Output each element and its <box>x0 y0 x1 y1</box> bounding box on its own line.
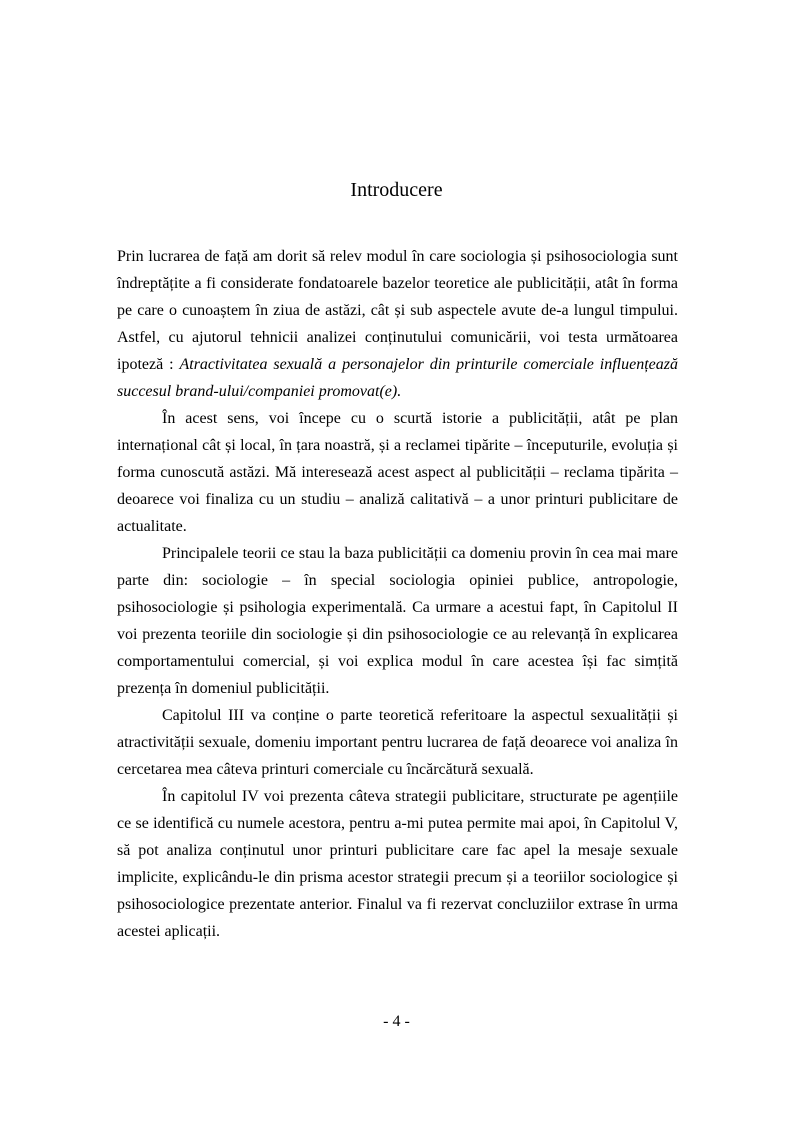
paragraph-chapter-three: Capitolul III va conține o parte teoretică referitoare la aspectul sexualității și atractivității sexuale, domeniu important pentru lucrarea de față deoarece voi analiza în cercetarea mea câteva printuri comerciale cu încărcătură sexuală. <box>117 707 678 778</box>
page-number: - 4 - <box>383 1013 410 1030</box>
body-text <box>117 243 678 945</box>
paragraph-intro <box>117 243 678 405</box>
page-title: Introducere <box>350 179 443 201</box>
paragraph-chapter-four: În capitolul IV voi prezenta câteva strategii publicitare, structurate pe agențiile ce se identifică cu numele acestora, pentru a-mi putea permite mai apoi, în Capitolul V, să pot analiza conținutul unor printuri publicitare care fac apel la mesaje sexuale implicite, explicându-le din prisma acestor strategii precum și a teoriilor sociologice și psihosociologice prezentate anterior. Finalul va fi rezervat concluziilor extrase în urma acestei aplicații. <box>117 788 678 940</box>
paragraph-theories: Principalele teorii ce stau la baza publicității ca domeniu provin în cea mai mare parte din: sociologie – în special sociologia opiniei publice, antropologie, psihosociologie și psihologia experimentală. Ca urmare a acestui fapt, în Capitolul II voi prezenta teoriile din sociologie și din psihosociologie ce au relevanță în explicarea comportamentului comercial, și voi explica modul în care acestea își fac simțită prezența în domeniul publicității. <box>117 545 678 697</box>
paragraph-intro-text: Prin lucrarea de față am dorit să relev modul în care sociologia și psihosociologia sunt îndreptățite a fi considerate fondatoarele bazelor teoretice ale publicității, atât în forma pe care o cunoaștem în ziua de astăzi, cât și sub aspectele avute de-a lungul timpului. Astfel, cu ajutorul tehnicii analizei conținutului comunicării, voi testa următoarea ipoteză : <box>117 248 678 373</box>
paragraph-history: În acest sens, voi începe cu o scurtă istorie a publicității, atât pe plan internațional cât și local, în țara noastră, și a reclamei tipărite – începuturile, evoluția și forma cunoscută astăzi. Mă interesează acest aspect al publicității – reclama tipărita – deoarece voi finaliza cu un studiu – analiză calitativă – a unor printuri publicitare de actualitate. <box>117 410 678 535</box>
hypothesis-text: Atractivitatea sexuală a personajelor din printurile comerciale influențează succesul brand-ului/companiei promovat(e). <box>117 356 679 400</box>
